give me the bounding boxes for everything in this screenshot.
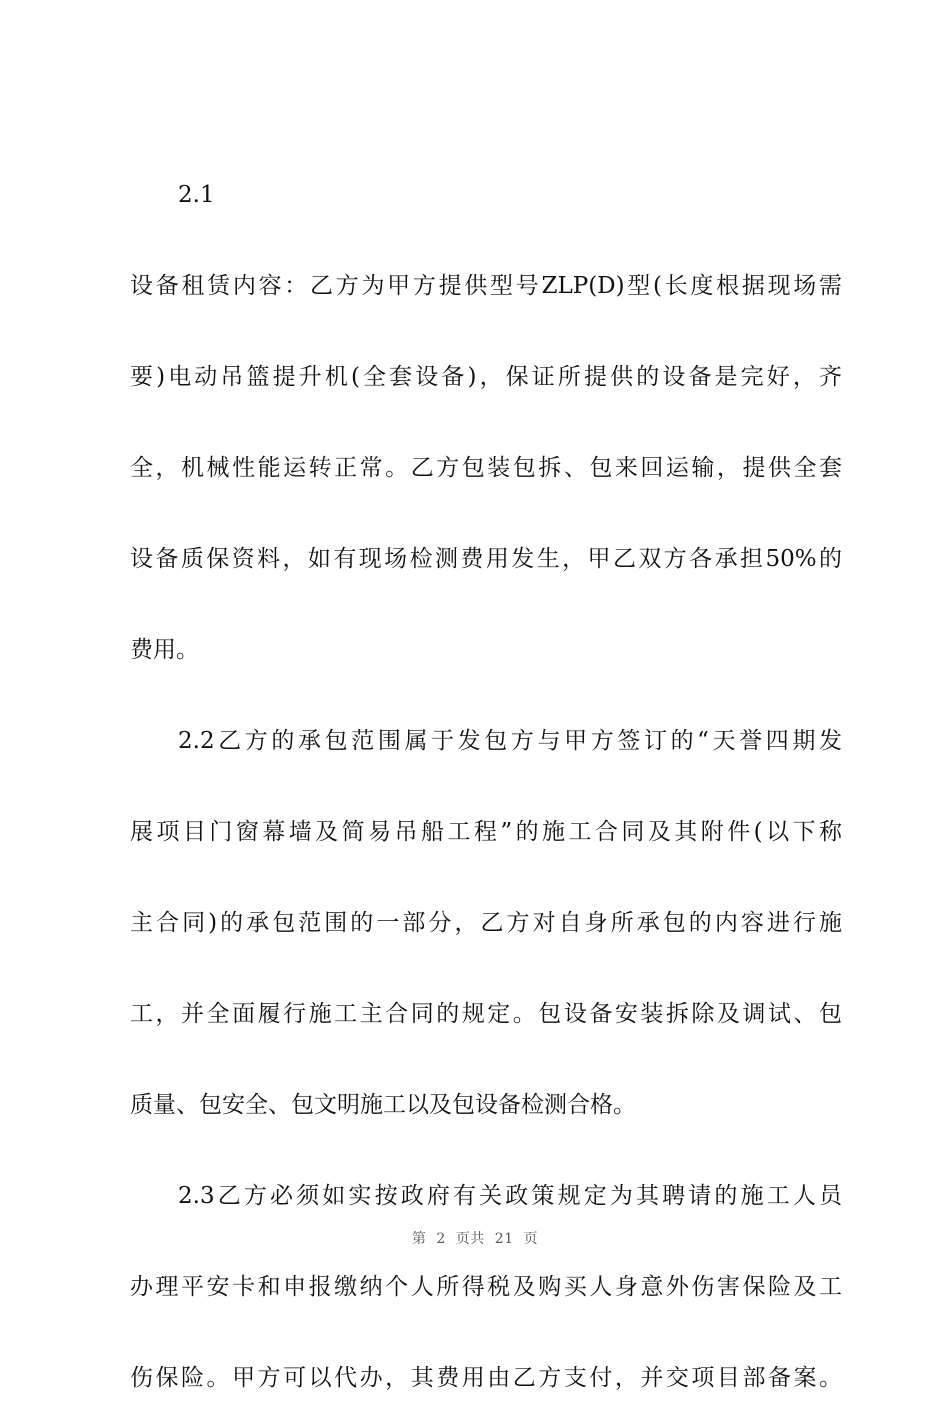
footer-current-page: 2	[436, 1231, 446, 1247]
clause-2-1-heading: 2.1	[178, 182, 215, 208]
clause-2-1-line-3: 全，机械性能运转正常。乙方包装包拆、包来回运输，提供全套	[130, 455, 842, 481]
clause-2-1-line-5: 费用。	[130, 637, 199, 663]
footer-suffix: 页	[523, 1231, 539, 1247]
clause-2-2-line-3: 主合同)的承包范围的一部分，乙方对自身所承包的内容进行施	[130, 910, 842, 936]
clause-2-1-line-1: 设备租赁内容：乙方为甲方提供型号ZLP(D)型(长度根据现场需	[130, 273, 842, 299]
clause-2-2-line-2: 展项目门窗幕墙及简易吊船工程”的施工合同及其附件(以下称	[130, 819, 842, 845]
page-footer	[0, 1228, 950, 1248]
clause-2-2-line-4: 工，并全面履行施工主合同的规定。包设备安装拆除及调试、包	[130, 1001, 842, 1027]
clause-2-2-line-5: 质量、包安全、包文明施工以及包设备检测合格。	[130, 1092, 636, 1118]
footer-total-pages: 21	[494, 1231, 514, 1247]
footer-middle: 页共	[455, 1231, 485, 1247]
clause-2-3-line-2: 办理平安卡和申报缴纳个人所得税及购买人身意外伤害保险及工	[130, 1274, 842, 1300]
clause-2-2-line-1: 2.2乙方的承包范围属于发包方与甲方签订的“天誉四期发	[178, 728, 842, 754]
clause-2-3-line-3: 伤保险。甲方可以代办，其费用由乙方支付，并交项目部备案。	[130, 1365, 842, 1391]
clause-2-1-line-4: 设备质保资料，如有现场检测费用发生，甲乙双方各承担50%的	[130, 546, 842, 572]
clause-2-3-line-1: 2.3乙方必须如实按政府有关政策规定为其聘请的施工人员	[178, 1183, 842, 1209]
clause-2-1-line-2: 要)电动吊篮提升机(全套设备)，保证所提供的设备是完好，齐	[130, 364, 842, 390]
footer-prefix: 第	[411, 1231, 427, 1247]
